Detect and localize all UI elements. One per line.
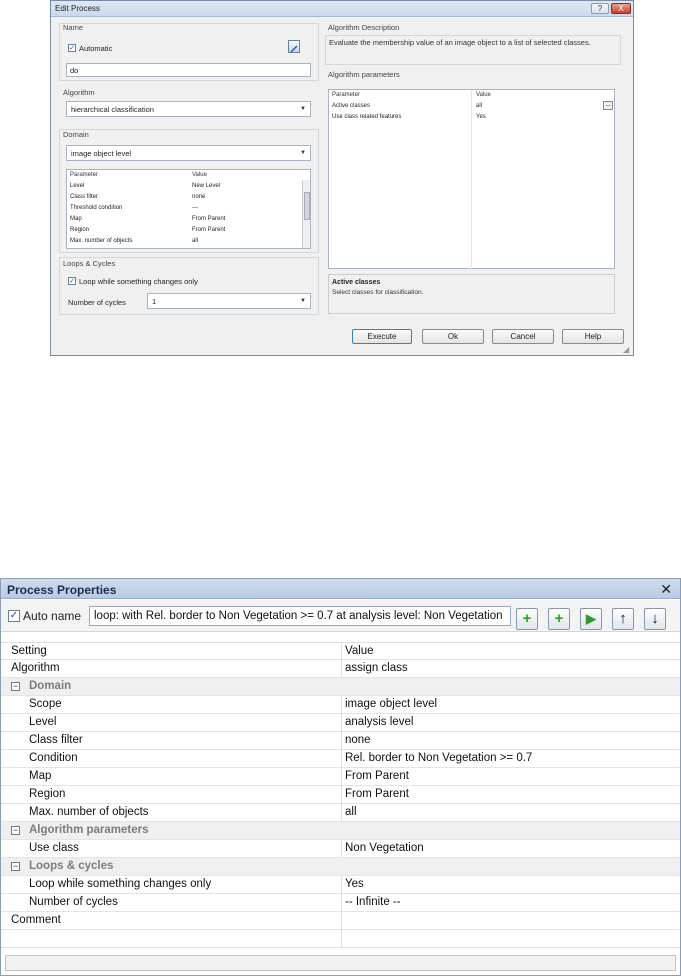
name-input[interactable]: do bbox=[66, 63, 311, 77]
collapse-icon[interactable]: − bbox=[12, 825, 19, 835]
table-row-value[interactable]: none bbox=[192, 194, 206, 200]
setting-value[interactable]: assign class bbox=[345, 662, 408, 674]
params-table-header-value: Value bbox=[476, 92, 491, 98]
table-row-param[interactable]: Class filter bbox=[70, 194, 99, 200]
table-row-param[interactable]: Threshold condition bbox=[70, 205, 123, 211]
help-text: Select classes for classification. bbox=[332, 289, 424, 296]
cycles-select[interactable] bbox=[147, 293, 311, 309]
name-toolbar bbox=[1, 600, 680, 632]
table-row[interactable] bbox=[1, 912, 680, 930]
table-row-param[interactable]: Region bbox=[70, 227, 90, 233]
setting-value[interactable]: none bbox=[345, 734, 371, 746]
setting-value[interactable]: Yes bbox=[345, 878, 364, 890]
setting-value[interactable]: Rel. border to Non Vegetation >= 0.7 bbox=[345, 752, 533, 764]
dialog-title: Edit Process bbox=[55, 4, 100, 13]
description-box bbox=[325, 35, 621, 65]
table-row-value[interactable]: all bbox=[476, 103, 483, 109]
dialog-titlebar bbox=[51, 1, 633, 17]
ok-button[interactable]: Ok bbox=[422, 329, 484, 344]
table-row-value[interactable]: all bbox=[192, 238, 199, 244]
table-row-param[interactable]: Use class related features bbox=[332, 114, 402, 120]
params-table-header-param: Parameter bbox=[332, 92, 361, 98]
status-bar bbox=[5, 955, 676, 971]
domain-table-header-value: Value bbox=[192, 172, 207, 178]
table-row[interactable] bbox=[1, 696, 680, 714]
table-row-param[interactable]: Max. number of objects bbox=[70, 238, 133, 244]
setting-label: Level bbox=[29, 716, 57, 728]
loop-while-checkbox[interactable]: ✓ bbox=[69, 278, 75, 285]
setting-column-header: Setting bbox=[11, 645, 47, 657]
auto-name-label: Auto name bbox=[23, 609, 82, 623]
table-row-value[interactable]: From Parent bbox=[192, 216, 226, 222]
algorithm-section-label: Algorithm bbox=[63, 88, 95, 97]
loop-while-label: Loop while something changes only bbox=[79, 277, 198, 286]
help-button[interactable]: Help bbox=[562, 329, 624, 344]
execute-button[interactable]: Execute bbox=[352, 329, 412, 344]
help-title-button[interactable]: ? bbox=[591, 3, 609, 14]
cycles-label: Number of cycles bbox=[68, 298, 126, 307]
category-label: Domain bbox=[29, 680, 72, 692]
domain-category[interactable] bbox=[1, 678, 680, 696]
table-row[interactable] bbox=[1, 840, 680, 858]
algorithm-select[interactable] bbox=[66, 101, 311, 117]
description-section-label: Algorithm Description bbox=[328, 23, 400, 32]
domain-select[interactable] bbox=[66, 145, 311, 161]
algorithm-select-value: hierarchical classification bbox=[71, 105, 154, 114]
table-row[interactable] bbox=[1, 894, 680, 912]
close-icon[interactable]: ✕ bbox=[660, 581, 672, 597]
help-box bbox=[328, 274, 615, 314]
table-row-value[interactable]: New Level bbox=[192, 183, 221, 189]
move-up-icon[interactable]: ↑ bbox=[612, 608, 634, 630]
setting-value[interactable]: -- Infinite -- bbox=[345, 896, 401, 908]
table-row[interactable] bbox=[1, 804, 680, 822]
loops-section-label: Loops & Cycles bbox=[63, 259, 116, 268]
setting-label: Use class bbox=[29, 842, 79, 854]
category-label: Algorithm parameters bbox=[29, 824, 149, 836]
table-row[interactable] bbox=[1, 732, 680, 750]
table-row-param[interactable]: Map bbox=[70, 216, 82, 222]
domain-table-scrollbar[interactable] bbox=[302, 180, 310, 248]
process-name-input[interactable]: loop: with Rel. border to Non Vegetation >= 0.7 at analysis level: Non Vegetation bbox=[89, 606, 511, 626]
panel-header bbox=[1, 579, 680, 599]
move-down-icon[interactable]: ↓ bbox=[644, 608, 666, 630]
table-row-value[interactable]: --- bbox=[192, 205, 198, 211]
edit-process-dialog bbox=[50, 0, 634, 356]
panel-title: Process Properties bbox=[7, 583, 117, 597]
automatic-label: Automatic bbox=[79, 44, 113, 53]
setting-value[interactable]: Non Vegetation bbox=[345, 842, 424, 854]
setting-label: Map bbox=[29, 770, 52, 782]
cycles-select-value: 1 bbox=[152, 297, 157, 306]
setting-value[interactable]: all bbox=[345, 806, 357, 818]
setting-label: Loop while something changes only bbox=[29, 878, 212, 890]
domain-select-value: image object level bbox=[71, 149, 132, 158]
execute-icon[interactable]: ▶ bbox=[580, 608, 602, 630]
setting-label: Condition bbox=[29, 752, 78, 764]
table-row-param[interactable]: Active classes bbox=[332, 103, 371, 109]
setting-value[interactable]: image object level bbox=[345, 698, 438, 710]
loops-category[interactable] bbox=[1, 858, 680, 876]
close-title-button[interactable]: X bbox=[611, 3, 631, 14]
chevron-down-icon: ▼ bbox=[300, 106, 306, 112]
table-row-value[interactable]: From Parent bbox=[192, 227, 226, 233]
properties-grid bbox=[1, 642, 680, 948]
grid-header bbox=[1, 642, 680, 660]
auto-name-checkbox[interactable]: ✓ bbox=[9, 610, 19, 621]
table-row[interactable] bbox=[1, 714, 680, 732]
category-label: Loops & cycles bbox=[29, 860, 114, 872]
table-row-param[interactable]: Level bbox=[70, 183, 85, 189]
resize-grip-icon[interactable]: ◢ bbox=[623, 345, 630, 354]
chevron-down-icon: ▼ bbox=[300, 150, 306, 156]
params-column-divider bbox=[471, 90, 472, 270]
description-text: Evaluate the membership value of an image object to a list of selected classes. bbox=[329, 38, 591, 47]
table-row[interactable] bbox=[1, 768, 680, 786]
table-row[interactable] bbox=[1, 786, 680, 804]
setting-label: Algorithm bbox=[11, 662, 60, 674]
chevron-down-icon: ▼ bbox=[300, 298, 306, 304]
collapse-icon[interactable]: − bbox=[12, 861, 19, 871]
scrollbar-thumb[interactable] bbox=[304, 192, 310, 220]
help-title: Active classes bbox=[332, 279, 381, 286]
table-row[interactable] bbox=[1, 660, 680, 678]
insert-child-icon[interactable]: + bbox=[548, 608, 570, 630]
collapse-icon[interactable]: − bbox=[12, 681, 19, 691]
setting-label: Comment bbox=[11, 914, 61, 926]
automatic-checkbox[interactable]: ✓ bbox=[69, 45, 75, 52]
algorithm-parameters-category[interactable] bbox=[1, 822, 680, 840]
setting-label: Scope bbox=[29, 698, 62, 710]
setting-value[interactable]: From Parent bbox=[345, 770, 409, 782]
setting-label: Max. number of objects bbox=[29, 806, 149, 818]
domain-parameter-table bbox=[66, 169, 311, 249]
setting-label: Number of cycles bbox=[29, 896, 118, 908]
table-row[interactable] bbox=[1, 876, 680, 894]
setting-value[interactable]: From Parent bbox=[345, 788, 409, 800]
domain-table-header-param: Parameter bbox=[70, 172, 99, 178]
process-properties-panel bbox=[0, 578, 681, 976]
domain-section-label: Domain bbox=[63, 130, 89, 139]
add-icon[interactable]: + bbox=[516, 608, 538, 630]
edit-name-icon[interactable] bbox=[288, 40, 300, 53]
value-column-header: Value bbox=[345, 645, 374, 657]
name-section-label: Name bbox=[63, 23, 84, 32]
params-table bbox=[328, 89, 615, 269]
cancel-button[interactable]: Cancel bbox=[492, 329, 554, 344]
table-row-value[interactable]: Yes bbox=[476, 114, 486, 120]
setting-label: Class filter bbox=[29, 734, 83, 746]
table-row[interactable] bbox=[1, 750, 680, 768]
params-section-label: Algorithm parameters bbox=[328, 70, 400, 79]
setting-label: Region bbox=[29, 788, 66, 800]
setting-value[interactable]: analysis level bbox=[345, 716, 414, 728]
browse-classes-button[interactable]: ... bbox=[603, 101, 613, 110]
empty-row bbox=[1, 930, 680, 948]
